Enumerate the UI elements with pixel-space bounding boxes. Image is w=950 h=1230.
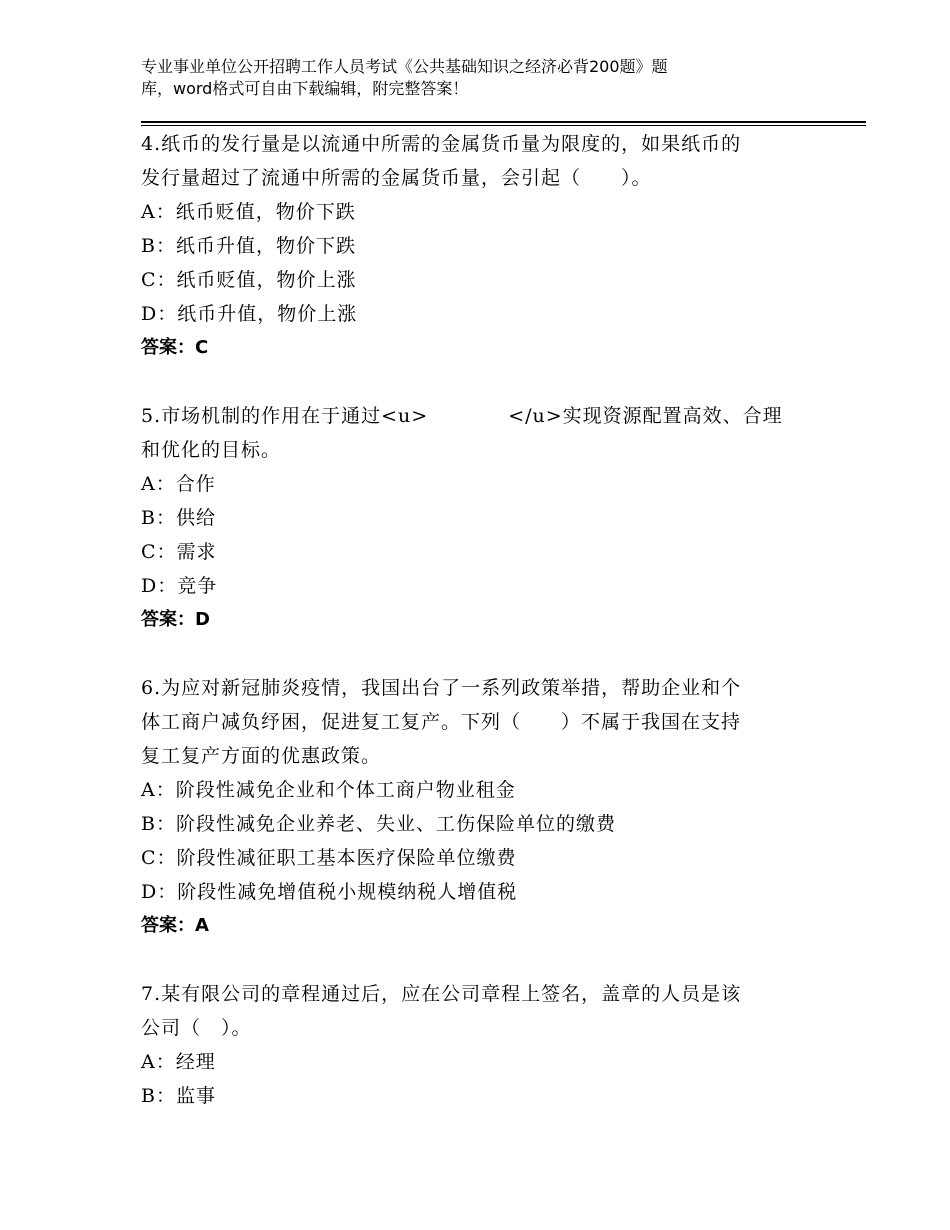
option-a: A：经理 — [141, 1051, 216, 1073]
question-7 — [141, 977, 821, 1113]
answer: 答案：D — [141, 609, 210, 630]
question-text: 和优化的目标。 — [141, 439, 282, 461]
option-b: B：供给 — [141, 507, 216, 529]
question-text: 公司（ ）。 — [141, 1017, 252, 1039]
option-d: D：竞争 — [141, 575, 218, 597]
header-line-2: 库，word格式可自由下载编辑，附完整答案！ — [141, 79, 469, 98]
document-header — [141, 56, 821, 100]
answer: 答案：A — [141, 915, 209, 936]
option-a: A：纸币贬值，物价下跌 — [141, 201, 356, 223]
option-b: B：阶段性减免企业养老、失业、工伤保险单位的缴费 — [141, 813, 616, 835]
question-text: 7.某有限公司的章程通过后，应在公司章程上签名，盖章的人员是该 — [141, 983, 742, 1005]
answer: 答案：C — [141, 337, 209, 358]
header-rule-thin — [141, 125, 866, 126]
option-a: A：阶段性减免企业和个体工商户物业租金 — [141, 779, 516, 801]
question-text: 发行量超过了流通中所需的金属货币量，会引起（ ）。 — [141, 167, 652, 189]
option-b: B：纸币升值，物价下跌 — [141, 235, 356, 257]
option-d: D：阶段性减免增值税小规模纳税人增值税 — [141, 881, 518, 903]
header-rule-thick — [141, 121, 866, 123]
option-c: C：需求 — [141, 541, 217, 563]
option-c: C：阶段性减征职工基本医疗保险单位缴费 — [141, 847, 517, 869]
question-text: 体工商户减负纾困，促进复工复产。下列（ ）不属于我国在支持 — [141, 711, 742, 733]
question-text: 5.市场机制的作用在于通过<u> </u>实现资源配置高效、合理 — [141, 405, 783, 427]
option-d: D：纸币升值，物价上涨 — [141, 303, 358, 325]
question-text: 4.纸币的发行量是以流通中所需的金属货币量为限度的，如果纸币的 — [141, 133, 742, 155]
question-text: 复工复产方面的优惠政策。 — [141, 745, 382, 767]
option-a: A：合作 — [141, 473, 216, 495]
question-list — [141, 127, 821, 1147]
question-5 — [141, 399, 821, 637]
option-c: C：纸币贬值，物价上涨 — [141, 269, 357, 291]
header-line-1: 专业事业单位公开招聘工作人员考试《公共基础知识之经济必背200题》题 — [141, 57, 668, 76]
question-4 — [141, 127, 821, 365]
option-b: B：监事 — [141, 1085, 216, 1107]
question-text: 6.为应对新冠肺炎疫情，我国出台了一系列政策举措，帮助企业和个 — [141, 677, 742, 699]
question-6 — [141, 671, 821, 943]
